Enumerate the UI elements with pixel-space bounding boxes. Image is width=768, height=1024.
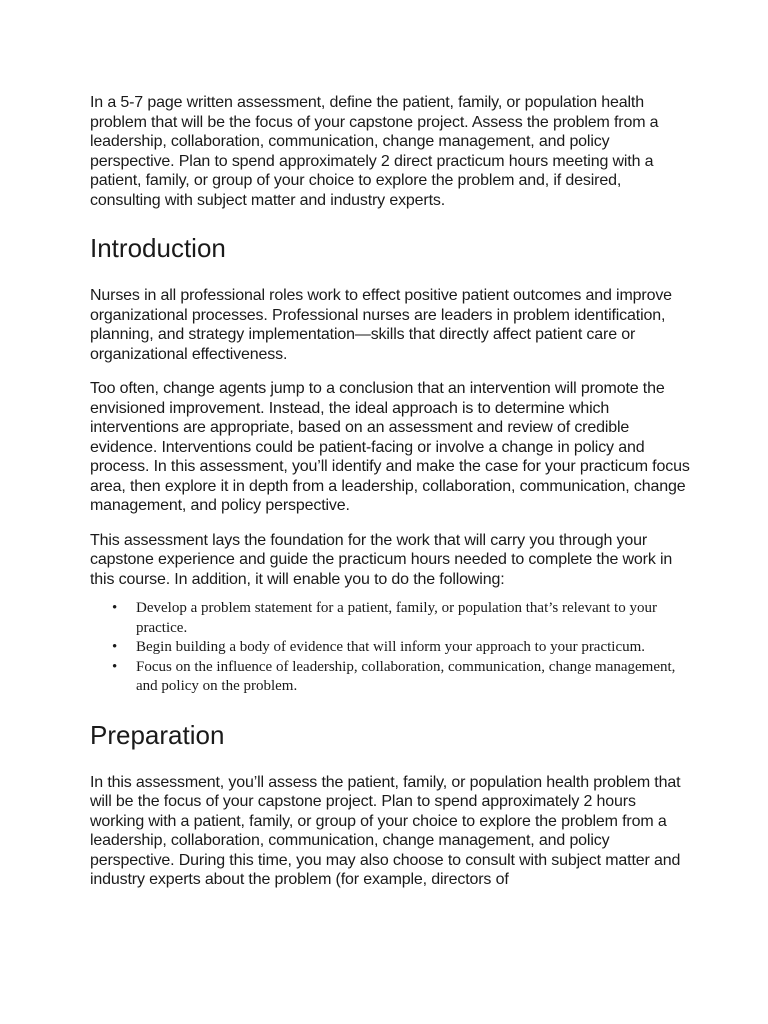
bullet-icon: • (112, 658, 118, 675)
list-item-text: Focus on the influence of leadership, collaboration, communication, change management, and policy on the problem. (136, 658, 676, 694)
introduction-paragraph-1: Nurses in all professional roles work to effect positive patient outcomes and improve organizational processes. Professional nurses are leaders in problem identification, planning, and strategy implementation—skills that directly affect patient care or organizational effectiveness. (90, 287, 672, 363)
list-item-text: Develop a problem statement for a patient, family, or population that’s relevant to your practice. (136, 600, 657, 636)
introduction-paragraph-3: This assessment lays the foundation for the work that will carry you through your capstone experience and guide the practicum hours needed to complete the work in this course. In addition, it will enable you to do the following: (90, 531, 673, 588)
introduction-paragraph-2: Too often, change agents jump to a conclusion that an intervention will promote the envisioned improvement. Instead, the ideal approach is to determine which interventions are appropriate, based on an assessment and review of credible evidence. Interventions could be patient-facing or involve a change in policy and process. In this assessment, you’ll identify and make the case for your practicum focus area, then explore it in depth from a leadership, collaboration, communication, change management, and policy perspective. (90, 380, 690, 514)
section-heading-preparation: Preparation (90, 719, 225, 750)
intro-paragraph: In a 5-7 page written assessment, define the patient, family, or population health problem that will be the focus of your capstone project. Assess the problem from a leadership, collaboration, communication, change management, and policy perspective. Plan to spend approximately 2 direct practicum hours meeting with a patient, family, or group of your choice to explore the problem and, if desired, consulting with subject matter and industry experts. (90, 94, 659, 209)
section-heading-introduction: Introduction (90, 233, 226, 263)
bullet-icon: • (112, 639, 118, 655)
objectives-list (90, 599, 690, 697)
bullet-icon: • (112, 600, 118, 616)
preparation-paragraph-1: In this assessment, you’ll assess the patient, family, or population health problem that will be the focus of your capstone project. Plan to spend approximately 2 hours working with a patient, family, or group of your choice to explore the problem from a leadership, collaboration, communication, change management, and policy perspective. During this time, you may also choose to consult with subject matter and industry experts about the problem (for example, directors of (90, 773, 681, 888)
document-content (90, 93, 690, 905)
list-item-text: Begin building a body of evidence that will inform your approach to your practicum. (136, 639, 646, 655)
list-item (112, 599, 690, 638)
list-item (112, 638, 690, 658)
list-item (112, 658, 690, 697)
